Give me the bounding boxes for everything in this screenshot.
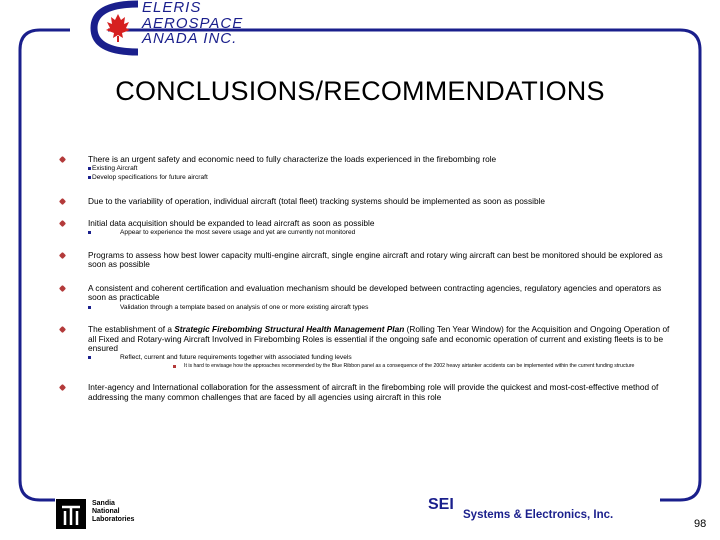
item-text: Initial data acquisition should be expanded to lead aircraft as soon as possible [88, 218, 375, 228]
item-text: Programs to assess how best lower capacity multi-engine aircraft, single engine aircraft and rotary wing aircraft can best be monitored should be explored as soon as possible [88, 250, 663, 270]
list-item [60, 284, 675, 303]
square-bullet-icon [88, 356, 91, 359]
logo-text [142, 0, 243, 47]
list-item [60, 197, 675, 206]
item-text: There is an urgent safety and economic need to fully characterize the loads experienced in the firebombing role [88, 154, 497, 164]
logo-line-1: ELERIS [142, 0, 202, 16]
bullet-icon [59, 384, 66, 391]
sub-item-text: Reflect, current and future requirements together with associated funding levels [120, 354, 352, 362]
item-text-post: (Rolling Ten Year Window) for the Acquisition and Ongoing Operation of all Fixed and Rotary-wing Aircraft Involved in Firebombing Roles is essential if the ongoing safe and economic operation of current and existing fleets is to be ensured [88, 324, 670, 354]
item-text: A consistent and coherent certification and evaluation mechanism should be developed between contracting agencies, regulatory agencies and operators as soon as practicable [88, 282, 662, 303]
sub-sub-item-text: It is hard to envisage how the approaches recommended by the Blue Ribbon panel as a consequence of the 2002 heavy airtanker accidents can be implemented within the current funding structure [184, 363, 635, 370]
page-title: CONCLUSIONS/RECOMMENDATIONS [115, 76, 605, 106]
sandia-line-2: National [92, 508, 120, 515]
sandia-line-3: Laboratories [92, 516, 135, 523]
sub-sub-item [60, 363, 675, 369]
list-item [60, 383, 675, 402]
item-text: Due to the variability of operation, individual aircraft (total fleet) tracking systems should be implemented as soon as possible [88, 195, 546, 206]
bullet-icon [59, 252, 66, 259]
maple-leaf-icon [106, 14, 130, 38]
logo-line-3: ANADA INC. [142, 30, 238, 47]
square-bullet-icon [88, 176, 91, 179]
page-number: 98 [694, 518, 707, 530]
list-item [60, 325, 675, 353]
list-item [60, 251, 675, 270]
sub-item-text: Appear to experience the most severe usage and yet are currently not monitored [120, 229, 356, 237]
sub-item [60, 165, 675, 173]
bullet-icon [59, 156, 66, 163]
sandia-line-1: Sandia [92, 500, 115, 507]
square-bullet-icon [88, 167, 91, 170]
sub-item [60, 304, 675, 312]
bullet-icon [59, 198, 66, 205]
sub-item-text: Develop specifications for future aircraft [92, 174, 208, 181]
sei-logo: SEI [428, 496, 454, 513]
bullet-icon [59, 326, 66, 333]
bullet-icon [59, 285, 66, 292]
sub-item-text: Validation through a template based on analysis of one or more existing aircraft types [120, 303, 369, 311]
logo-line-2: AEROSPACE [142, 14, 244, 32]
list-item [60, 219, 675, 228]
sub-item [60, 229, 675, 237]
sei-company-name: Systems & Electronics, Inc. [463, 509, 614, 521]
item-text: Inter-agency and International collaboration for the assessment of aircraft in the firebombing role will provide the quickest and most-cost-effective method of addressing the many common challenges that are faced by all agencies using aircraft in this role [88, 382, 659, 402]
sub-item [60, 354, 675, 362]
square-bullet-icon [88, 231, 91, 234]
item-text-pre: The establishment of a [88, 324, 175, 335]
bullet-list [60, 155, 675, 402]
square-bullet-icon [88, 306, 91, 309]
item-text-emphasis: Strategic Firebombing Structural Health Management Plan [174, 324, 405, 335]
square-bullet-icon [173, 365, 176, 368]
list-item [60, 155, 675, 164]
sub-item [60, 174, 675, 182]
sandia-logo-text [92, 500, 134, 524]
bullet-icon [59, 220, 66, 227]
sub-item-text: Existing Aircraft [92, 165, 138, 173]
